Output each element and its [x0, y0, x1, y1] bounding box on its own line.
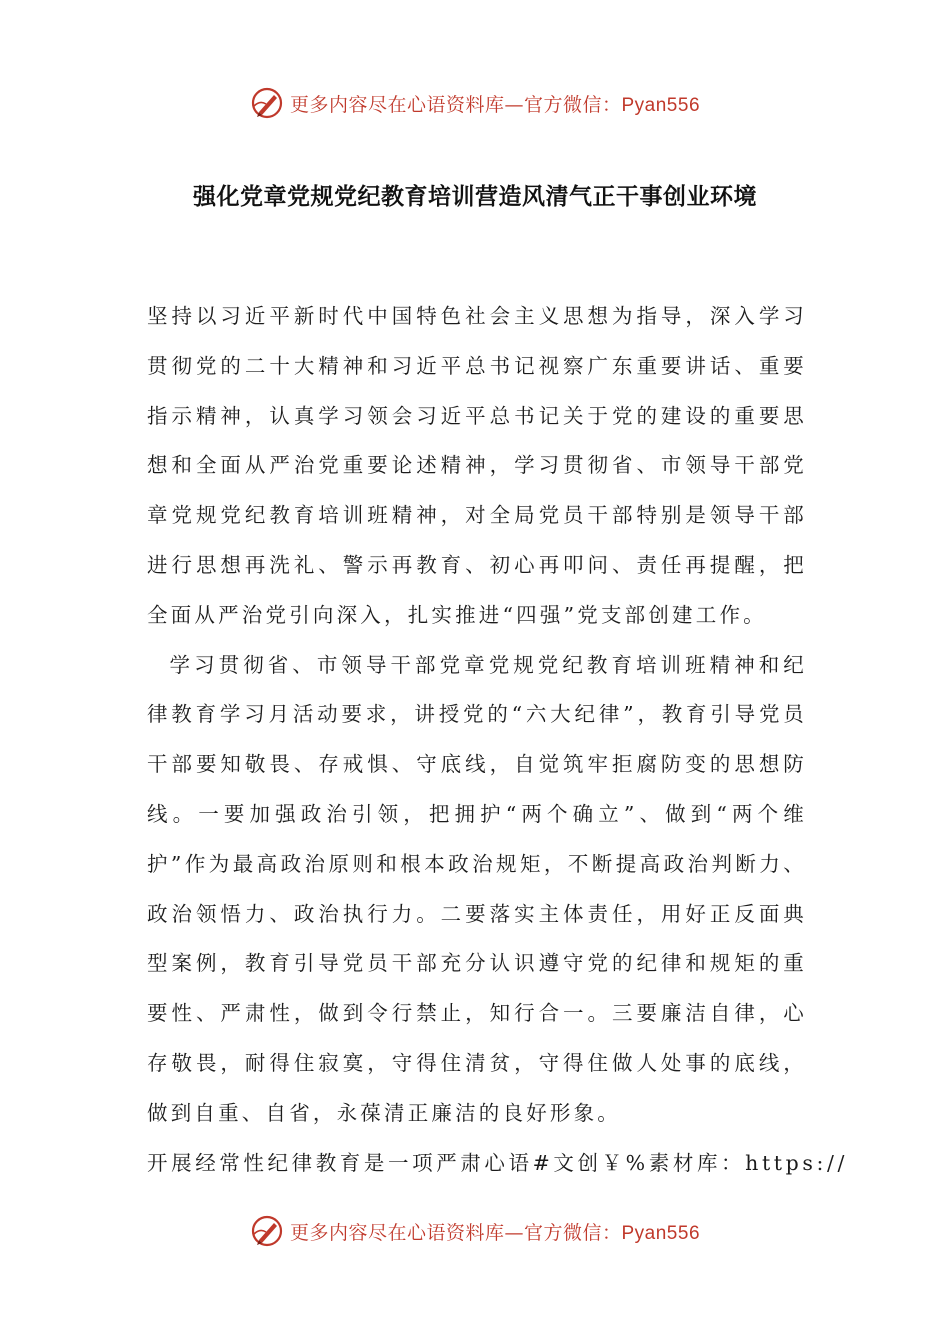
document-title: 强化党章党规党纪教育培训营造风清气正干事创业环境 — [193, 184, 757, 210]
pen-logo-icon — [250, 1214, 284, 1248]
pen-logo-icon — [250, 86, 284, 120]
paragraph-2: 学习贯彻省、市领导干部党章党规党纪教育培训班精神和纪律教育学习月活动要求，讲授党的“六大纪律”，教育引导党员干部要知敬畏、存戒惧、守底线，自觉筑牢拒腐防变的思想防线。一要加强政治引领，把拥护“两个确立”、做到“两个维护”作为最高政治原则和根本政治规矩，不断提高政治判断力、政治领悟力、政治执行力。二要落实主体责任，用好正反面典型案例，教育引导党员干部充分认识遵守党的纪律和规矩的重要性、严肃性，做到令行禁止，知行合一。三要廉洁自律，心存敬畏，耐得住寂寞，守得住清贫，守得住做人处事的底线，做到自重、自省，永葆清正廉洁的良好形象。 — [147, 652, 807, 1125]
paragraph-3: 开展经常性纪律教育是一项严肃心语#文创￥%素材库：https:// — [147, 1150, 848, 1175]
watermark-banner-top — [0, 78, 950, 128]
watermark-text: 更多内容尽在心语资料库—官方微信：Pyan556 — [289, 93, 701, 116]
wechat-id: Pyan556 — [621, 94, 701, 116]
watermark-banner-bottom — [0, 1206, 950, 1256]
watermark-text: 更多内容尽在心语资料库—官方微信：Pyan556 — [289, 1221, 701, 1244]
wechat-id: Pyan556 — [621, 1222, 701, 1244]
document-body — [147, 292, 848, 1188]
paragraph-1: 坚持以习近平新时代中国特色社会主义思想为指导，深入学习贯彻党的二十大精神和习近平总书记视察广东重要讲话、重要指示精神，认真学习领会习近平总书记关于党的建设的重要思想和全面从严治党重要论述精神，学习贯彻省、市领导干部党章党规党纪教育培训班精神，对全局党员干部特别是领导干部进行思想再洗礼、警示再教育、初心再叩问、责任再提醒，把全面从严治党引向深入，扎实推进“四强”党支部创建工作。 — [147, 304, 807, 627]
